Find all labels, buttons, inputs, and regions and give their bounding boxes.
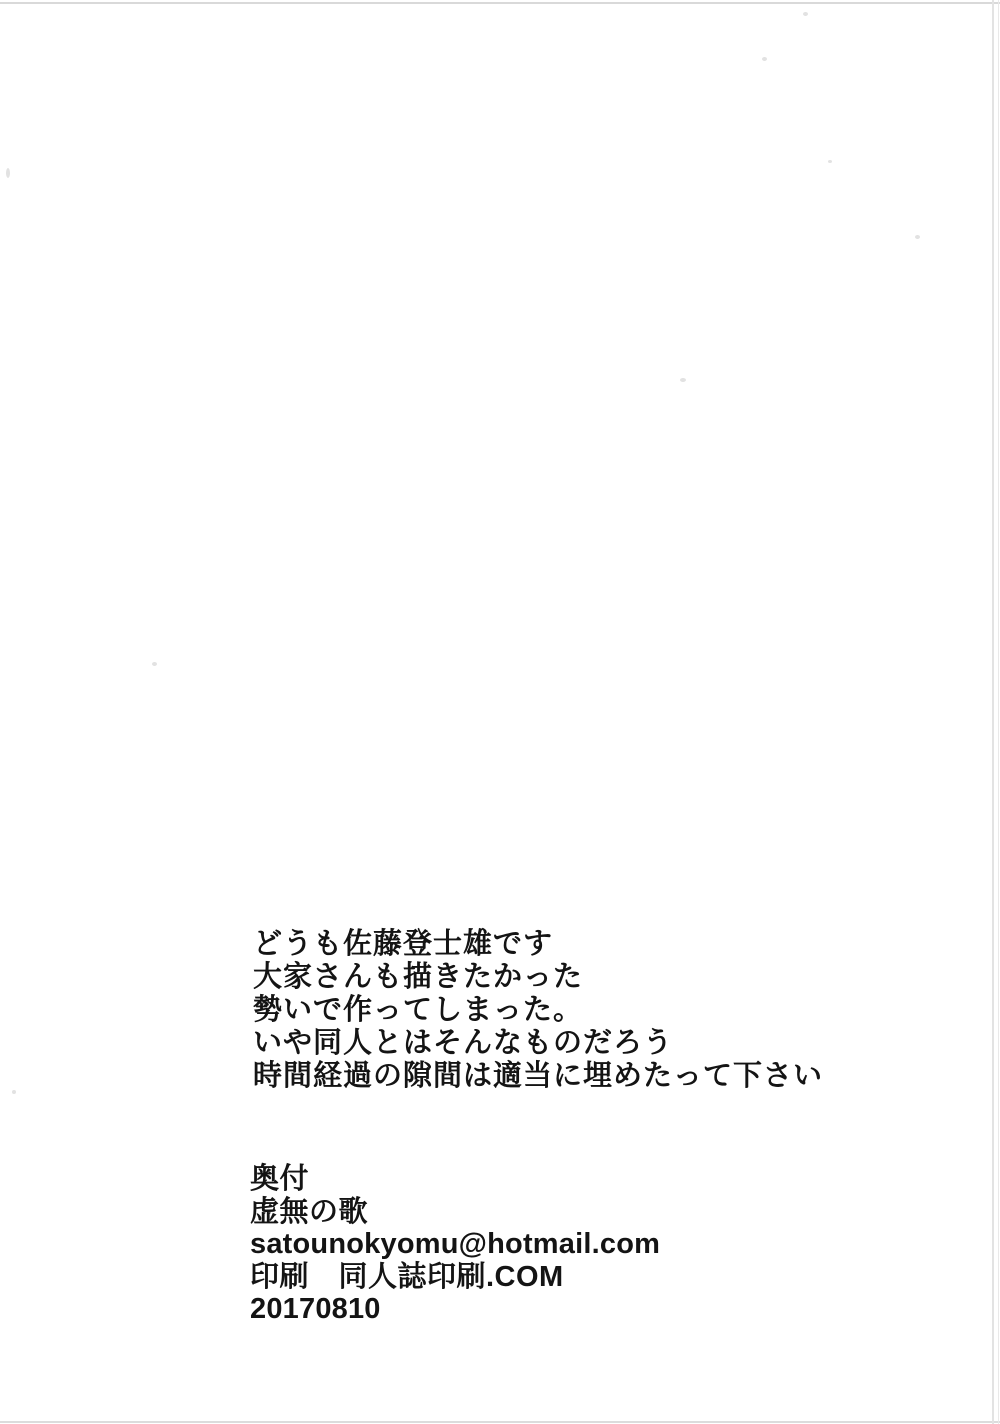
printer-credit: 印刷 同人誌印刷.COM [250,1260,564,1293]
scan-speck [915,235,920,239]
scan-speck [12,1090,16,1094]
scan-speck [828,160,832,163]
scan-speck [152,662,157,666]
colophon [250,1163,660,1326]
scan-speck [680,378,686,382]
scan-speck [762,57,767,61]
afterword-text [253,928,823,1093]
publication-date: 20170810 [250,1293,381,1325]
scan-speck [803,12,808,16]
afterword-line: どうも佐藤登士雄です [253,928,554,960]
scan-speck [6,168,10,178]
scan-edge-line-right [992,0,994,1424]
afterword-line: 勢いで作ってしまった。 [253,994,584,1026]
scan-edge-line-right-faint [998,0,999,1424]
contact-email: satounokyomu@hotmail.com [250,1228,661,1260]
afterword-line: 時間経過の隙間は適当に埋めたって下さい [253,1060,824,1092]
colophon-label: 奥付 [250,1163,310,1195]
scan-edge-line-top [0,2,1000,4]
circle-title: 虚無の歌 [250,1195,369,1228]
scan-edge-line-bottom [0,1421,1000,1423]
afterword-line: 大家さんも描きたかった [253,961,584,993]
afterword-line: いや同人とはそんなものだろう [253,1027,674,1059]
